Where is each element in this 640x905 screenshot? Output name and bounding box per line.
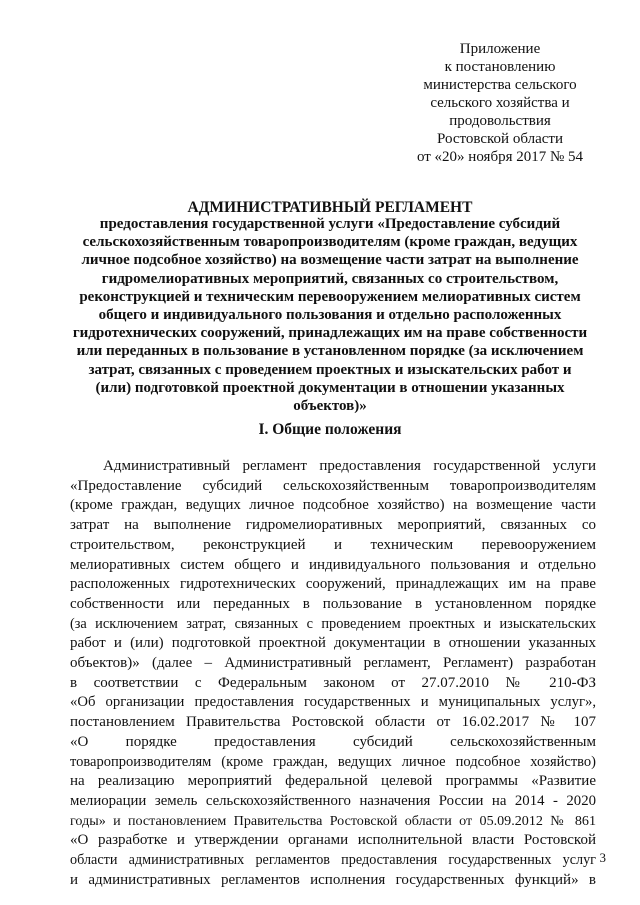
appendix-line: от «20» ноября 2017 № 54	[416, 149, 584, 165]
body-line: на реализацию мероприятий федеральной целевой программы «Развитие	[70, 773, 596, 790]
appendix-block	[400, 40, 600, 166]
body-line: строительством, реконструкцией и техническим перевооружением	[70, 536, 596, 553]
subtitle-line: предоставления государственной услуги «Предоставление субсидий	[99, 216, 561, 232]
body-line: (за исключением затрат, связанных с проведением проектных и изыскательских	[70, 615, 596, 632]
body-line: годы» и постановлением Правительства Ростовской области от 05.09.2012 № 861	[70, 812, 596, 829]
body-line: затрат на выполнение гидромелиоративных мероприятий, связанных со	[70, 517, 596, 534]
body-paragraph	[70, 457, 596, 890]
body-line: «О порядке предоставления субсидий сельскохозяйственным	[70, 733, 596, 750]
subtitle-line: общего и индивидуального пользования и отдельно расположенных	[98, 307, 562, 324]
appendix-line: продовольствия	[449, 113, 551, 129]
subtitle-line: личное подсобное хозяйство) на возмещение части затрат на выполнение	[81, 252, 579, 269]
body-line: и административных регламентов исполнения государственных функций» в	[70, 871, 596, 888]
appendix-line: сельского хозяйства и	[430, 95, 570, 111]
subtitle-line: объектов)»	[293, 398, 367, 415]
regulation-subtitle	[70, 215, 590, 415]
body-line: «О разработке и утверждении органами исполнительной власти Ростовской	[70, 832, 596, 849]
subtitle-line: гидротехнических сооружений, принадлежащих им на праве собственности	[72, 325, 588, 342]
body-line: Административный регламент предоставления государственной услуги	[103, 458, 596, 474]
subtitle-line: реконструкцией и техническим перевооружением мелиоративных систем	[79, 288, 581, 305]
body-line: постановлением Правительства Ростовской области от 16.02.2017 № 107	[70, 714, 596, 731]
body-line: «Предоставление субсидий сельскохозяйственным товаропроизводителям	[70, 477, 596, 494]
subtitle-line: сельскохозяйственным товаропроизводителям (кроме граждан, ведущих	[82, 234, 578, 251]
body-line: в соответствии с Федеральным законом от 27.07.2010 № 210-ФЗ	[70, 674, 596, 691]
page-number: 3	[599, 850, 606, 865]
body-line: объектов)» (далее – Административный регламент, Регламент) разработан	[70, 655, 596, 672]
body-line: мелиоративных систем общего и индивидуального пользования и отдельно	[70, 556, 596, 573]
body-line: собственности или переданных в пользование в установленном порядке	[70, 595, 596, 612]
appendix-line: Ростовской области	[437, 131, 563, 147]
body-line: (кроме граждан, ведущих личное подсобное хозяйство) на возмещение части	[70, 497, 596, 514]
section-heading: I. Общие положения	[258, 421, 402, 438]
subtitle-line: затрат, связанных с проведением проектных и изыскательских работ и	[88, 361, 572, 378]
subtitle-line: или переданных в пользование в установленном порядке (за исключением	[76, 343, 584, 360]
body-line: работ и (или) подготовкой проектной документации в отношении указанных	[70, 635, 596, 652]
body-line: расположенных гидротехнических сооружений, принадлежащих им на праве	[70, 576, 596, 593]
regulation-title: АДМИНИСТРАТИВНЫЙ РЕГЛАМЕНТ	[187, 199, 473, 216]
body-line: товаропроизводителям (кроме граждан, ведущих личное подсобное хозяйство)	[70, 753, 596, 770]
subtitle-line: гидромелиоративных мероприятий, связанных со строительством,	[101, 270, 559, 287]
subtitle-line: (или) подготовкой проектной документации в отношении указанных	[95, 379, 565, 396]
body-line: мелиорации земель сельскохозяйственного назначения России на 2014 - 2020	[70, 792, 596, 809]
appendix-line: Приложение	[459, 41, 541, 57]
body-line: «Об организации предоставления государственных и муниципальных услуг»,	[70, 694, 596, 711]
body-line: области административных регламентов предоставления государственных услуг	[70, 852, 596, 869]
appendix-line: к постановлению	[444, 59, 556, 75]
appendix-line: министерства сельского	[423, 77, 577, 93]
